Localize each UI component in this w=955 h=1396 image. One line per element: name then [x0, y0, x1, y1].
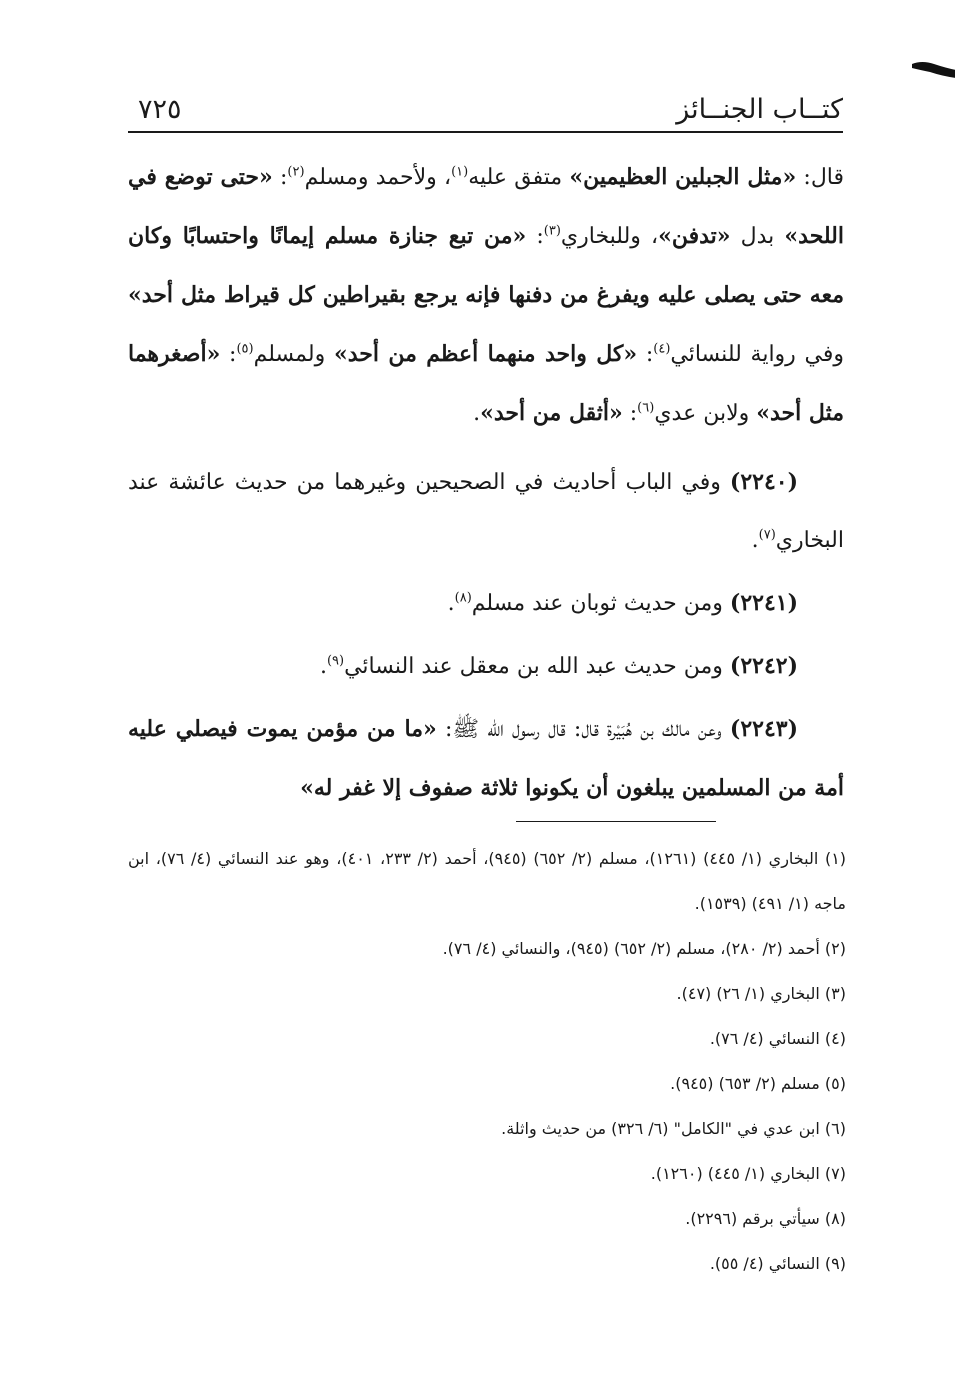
page-header: [128, 92, 843, 132]
footnote-2: (٢) أحمد (٢/ ٢٨٠)، مسلم (٢/ ٦٥٢) (٩٤٥)، والنسائي (٤/ ٧٦).: [442, 939, 846, 958]
text-run: .: [319, 654, 327, 679]
footnote-3: (٣) البخاري (١/ ٢٦) (٤٧).: [676, 984, 846, 1003]
text-run: :: [220, 342, 237, 367]
page-number: ٧٢٥: [138, 94, 182, 125]
footnote-8: (٨) سيأتي برقم (٢٢٩٦).: [685, 1209, 846, 1228]
footnote-ref[interactable]: (٢): [287, 164, 305, 180]
quote: «حتى توضع في اللحد»: [128, 164, 844, 249]
text-run: :: [526, 224, 544, 249]
hadith-number: (٢٢٤٢): [729, 653, 798, 679]
footnote-ref[interactable]: (٣): [543, 223, 561, 239]
text-run: ، ولأحمد ومسلم: [304, 165, 452, 190]
text-run: بدل: [730, 224, 785, 249]
footnote-ref[interactable]: (١): [451, 164, 469, 180]
text-run: ، وللبخاري: [560, 224, 659, 249]
hadith-number: (٢٢٤٣): [729, 716, 798, 742]
footnotes: [128, 836, 846, 1286]
text-run: وعن مالك بن هُبَيْرة قال: قال رسول الله ﷺ:: [436, 717, 730, 742]
text-run: .: [473, 401, 481, 426]
quote: «من تبع جنازة مسلم إيمانًا واحتسابًا وكان معه حتى يصلى عليه ويفرغ من دفنها فإنه يرجع بقيراطين كل قيراط مثل أحد»: [128, 223, 844, 308]
text-run: :: [272, 165, 288, 190]
text-run: وفي رواية للنسائي: [670, 342, 845, 367]
footnote-ref[interactable]: (٩): [326, 653, 345, 669]
footnote-5: (٥) مسلم (٢/ ٦٥٣) (٩٤٥).: [670, 1074, 846, 1093]
quote: «تدفن»: [658, 223, 731, 249]
footnote-4: (٤) النسائي (٤/ ٧٦).: [709, 1029, 846, 1048]
footnote-ref[interactable]: (٦): [637, 400, 655, 416]
text-run: ومن حديث عبد الله بن معقل عند النسائي: [344, 654, 730, 679]
text-run: .: [751, 528, 759, 553]
text-run: ولابن عدي: [654, 401, 757, 426]
footnote-7: (٧) البخاري (١/ ٤٤٥) (١٢٦٠).: [650, 1164, 846, 1183]
paragraph-2242: [128, 637, 844, 696]
header-rule: [128, 131, 843, 133]
text-run: وفي الباب أحاديث في الصحيحين وغيرهما من حديث عائشة عند البخاري: [128, 470, 844, 553]
footnote-rule: [516, 821, 716, 822]
footnote-1: (١) البخاري (١/ ٤٤٥) (١٢٦١)، مسلم (٢/ ٦٥٢) (٩٤٥)، أحمد (٢/ ٢٣٣، ٤٠١)، وهو عند النسائي (٤/ ٧٦)، ابن ماجه (١/ ٤٩١) (١٥٣٩).: [128, 849, 847, 913]
text-run: ولمسلم: [253, 342, 334, 367]
text-run: :: [637, 342, 654, 367]
paragraph-2241: [128, 574, 844, 633]
text-run: .: [447, 591, 455, 616]
main-text: [128, 148, 844, 818]
footnote-6: (٦) ابن عدي في "الكامل" (٦/ ٣٢٦) من حديث واثلة.: [501, 1119, 846, 1138]
footnote-ref[interactable]: (٤): [653, 341, 671, 357]
footnote-9: (٩) النسائي (٤/ ٥٥).: [709, 1254, 846, 1273]
quote: «أصغرهما مثل أحد»: [128, 341, 844, 426]
footnote-ref[interactable]: (٧): [758, 527, 776, 543]
running-title: كتــاب الجنــائز: [676, 94, 843, 125]
paragraph-2240: [128, 453, 844, 570]
quote: «كل واحد منهما أعظم من أحد»: [333, 341, 638, 367]
hadith-number: (٢٢٤٠): [729, 469, 798, 495]
footnote-ref[interactable]: (٨): [454, 590, 472, 606]
quote: «مثل الجبلين العظيمين»: [569, 164, 797, 190]
quote: «ما من مؤمن يموت فيصلي عليه أمة من المسلمين يبلغون أن يكونوا ثلاثة صفوف إلا غفر له»: [128, 716, 844, 801]
quote: «أثقل من أحد»: [480, 400, 623, 426]
paragraph-1: [128, 148, 844, 443]
binding-mark: [912, 58, 955, 78]
paragraph-2243: [128, 700, 844, 818]
text-run: متفق عليه: [468, 165, 570, 190]
footnote-ref[interactable]: (٥): [236, 341, 254, 357]
text-run: :: [622, 401, 638, 426]
hadith-number: (٢٢٤١): [729, 590, 798, 616]
text-run: قال:: [796, 165, 845, 190]
text-run: ومن حديث ثوبان عند مسلم: [471, 591, 730, 616]
